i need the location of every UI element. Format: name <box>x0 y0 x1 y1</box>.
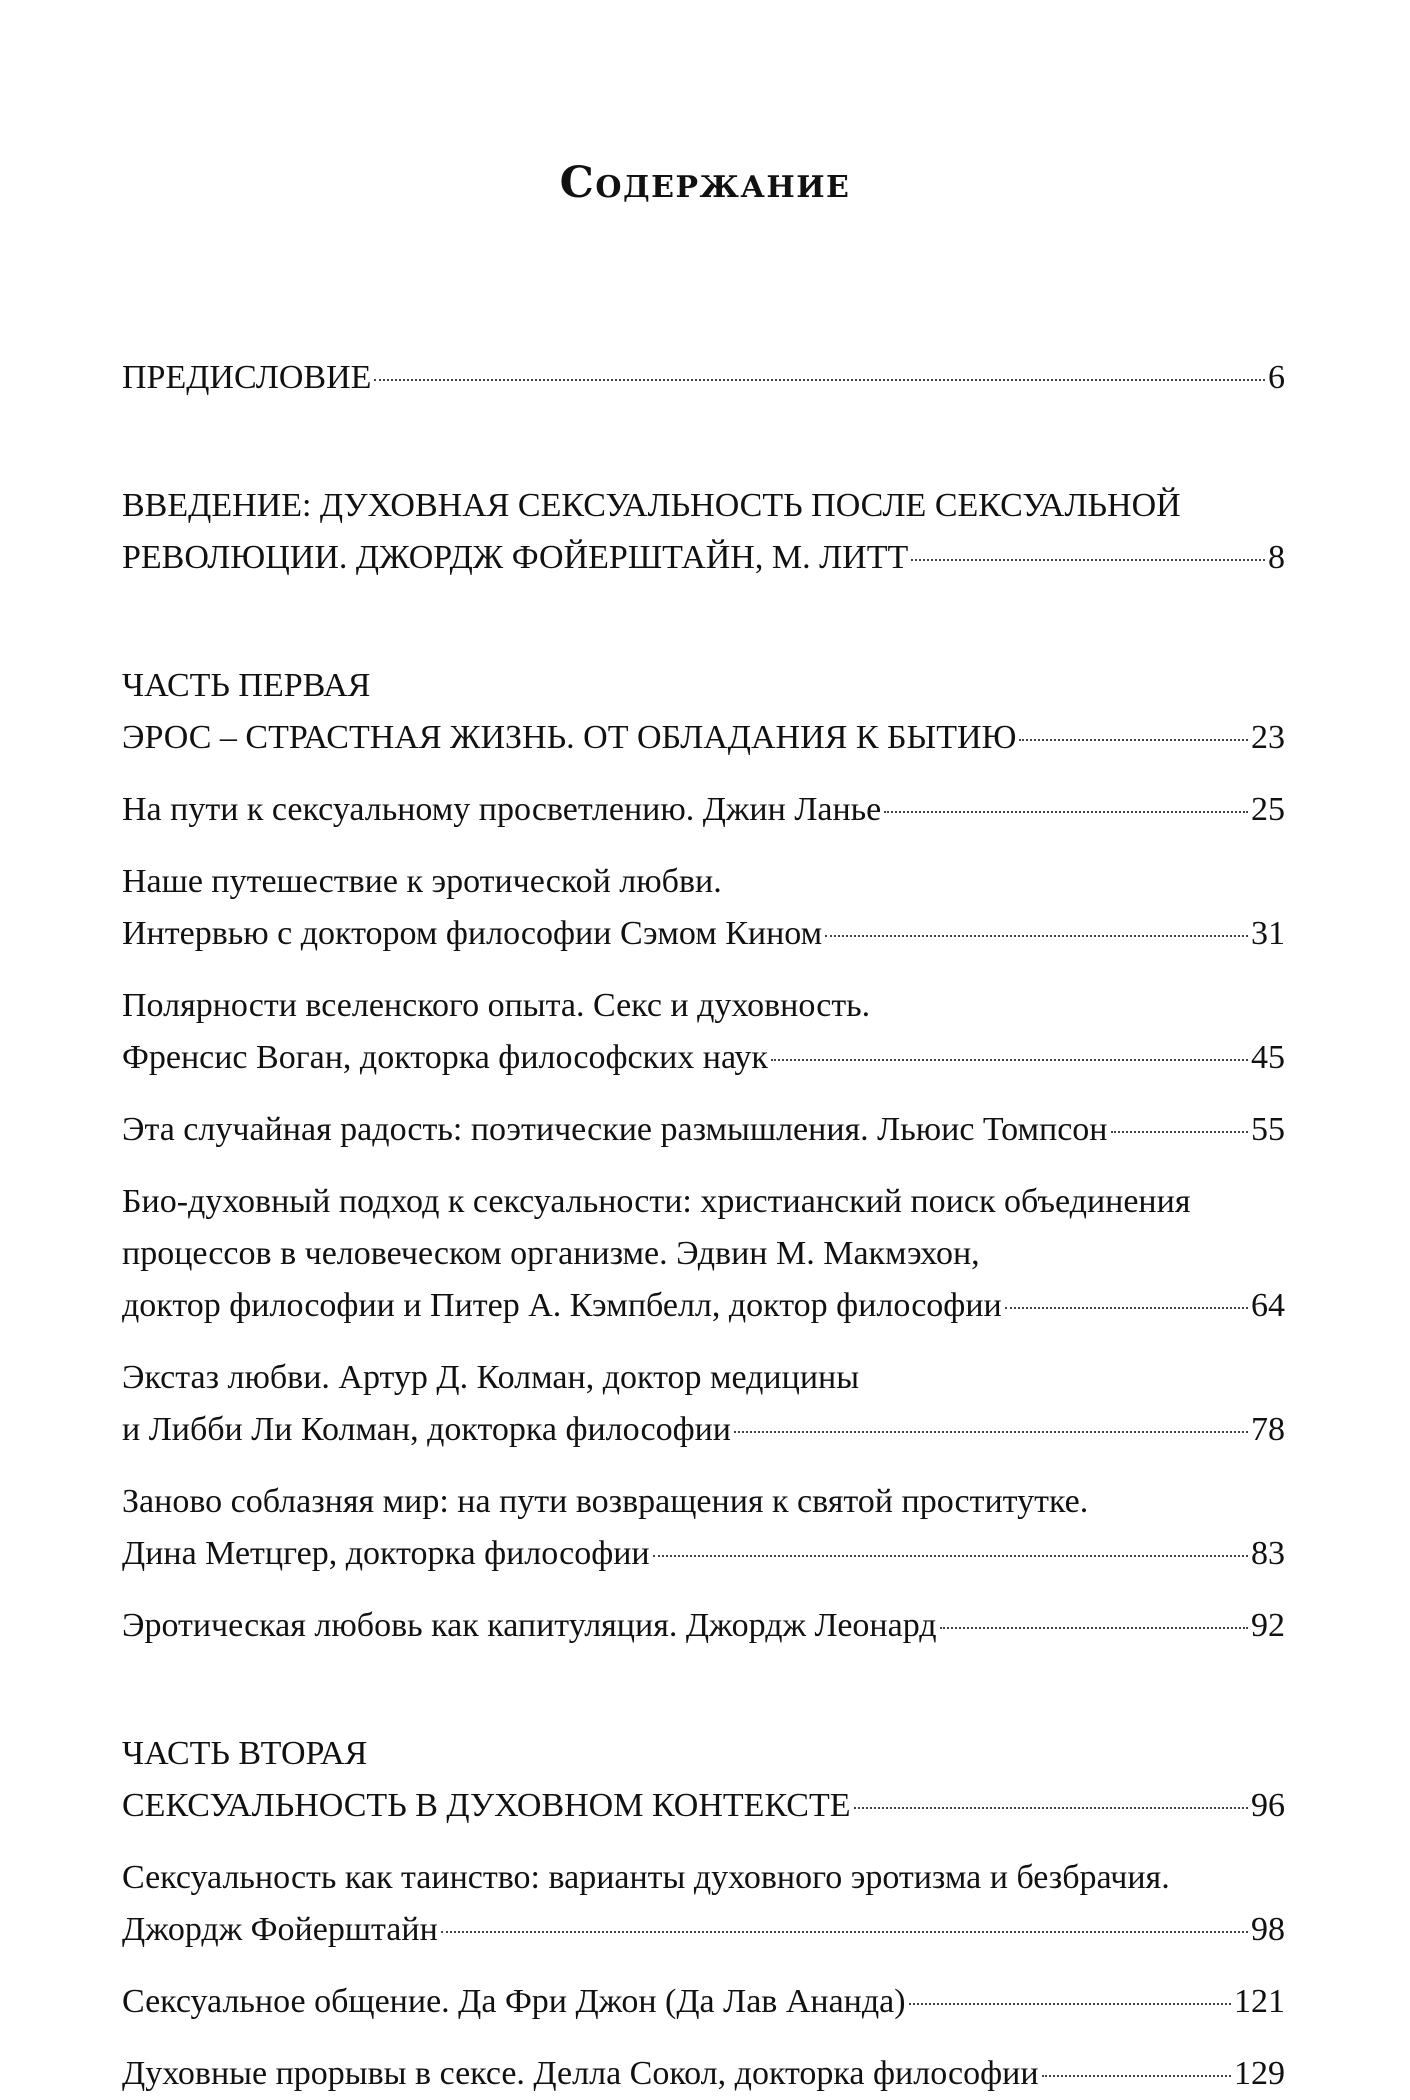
toc-page-number: 92 <box>1251 1607 1285 1644</box>
toc-part-two[interactable] <box>122 1728 1285 1832</box>
toc-page-number: 96 <box>1251 1787 1285 1824</box>
dot-leader <box>909 2003 1231 2005</box>
dot-leader <box>825 935 1248 937</box>
toc-part-heading: ЧАСТЬ ВТОРАЯ <box>122 1735 368 1772</box>
toc-page-number: 6 <box>1268 359 1285 396</box>
toc-entry-introduction[interactable] <box>122 480 1285 584</box>
toc-entry[interactable] <box>122 1600 1285 1652</box>
toc-entry-title-line: Интервью с доктором философии Сэмом Кином <box>122 915 823 952</box>
toc-page-number: 78 <box>1251 1411 1285 1448</box>
toc-page-number: 129 <box>1234 2055 1285 2092</box>
toc-entry[interactable] <box>122 2048 1285 2100</box>
toc-entry[interactable] <box>122 784 1285 836</box>
dot-leader <box>1019 739 1248 741</box>
dot-leader <box>940 1627 1248 1629</box>
toc-entry-title-line: Дина Метцгер, докторка философии <box>122 1535 650 1572</box>
toc-entry-title-line: процессов в человеческом организме. Эдвин М. Макмэхон, <box>122 1235 980 1272</box>
toc-entry-title-line: Полярности вселенского опыта. Секс и духовность. <box>122 987 871 1024</box>
dot-leader <box>911 559 1265 561</box>
toc-entry[interactable] <box>122 1976 1285 2028</box>
toc-entry-title-line: Наше путешествие к эротической любви. <box>122 863 722 900</box>
toc-page-number: 25 <box>1251 791 1285 828</box>
toc-entry-preface[interactable] <box>122 352 1285 404</box>
toc-entry-title-line: доктор философии и Питер А. Кэмпбелл, доктор философии <box>122 1287 1002 1324</box>
toc-entry-title-line: Сексуальность как таинство: варианты духовного эротизма и безбрачия. <box>122 1859 1170 1896</box>
dot-leader <box>441 1931 1248 1933</box>
toc-page-number: 23 <box>1251 719 1285 756</box>
toc-entry[interactable] <box>122 1476 1285 1580</box>
toc-entry-title-line: РЕВОЛЮЦИИ. ДЖОРДЖ ФОЙЕРШТАЙН, М. ЛИТТ <box>122 539 909 576</box>
toc-entry[interactable] <box>122 1352 1285 1456</box>
toc-entry-title: Эротическая любовь как капитуляция. Джордж Леонард <box>122 1607 937 1644</box>
toc-page-number: 98 <box>1251 1911 1285 1948</box>
toc-entry-title: ПРЕДИСЛОВИЕ <box>122 359 372 396</box>
toc-part-title: ЭРОС – СТРАСТНАЯ ЖИЗНЬ. ОТ ОБЛАДАНИЯ К БЫТИЮ <box>122 719 1017 756</box>
dot-leader <box>771 1059 1248 1061</box>
page-title: Содержание <box>559 158 851 208</box>
toc-entry-title-line: и Либби Ли Колман, докторка философии <box>122 1411 731 1448</box>
toc-entry[interactable] <box>122 1104 1285 1156</box>
table-of-contents <box>122 352 1285 2100</box>
toc-entry-title: На пути к сексуальному просветлению. Джин Ланье <box>122 791 882 828</box>
dot-leader <box>653 1555 1248 1557</box>
toc-entry-title-line: Экстаз любви. Артур Д. Колман, доктор медицины <box>122 1359 860 1396</box>
toc-part-heading: ЧАСТЬ ПЕРВАЯ <box>122 667 371 704</box>
toc-entry[interactable] <box>122 1852 1285 1956</box>
dot-leader <box>1042 2075 1231 2077</box>
toc-entry-title: Сексуальное общение. Да Фри Джон (Да Лав Ананда) <box>122 1983 906 2020</box>
toc-entry-title-line: Френсис Воган, докторка философских наук <box>122 1039 768 1076</box>
toc-entry-title: Эта случайная радость: поэтические размышления. Льюис Томпсон <box>122 1111 1108 1148</box>
toc-page-number: 45 <box>1251 1039 1285 1076</box>
dot-leader <box>854 1807 1249 1809</box>
dot-leader <box>1111 1131 1249 1133</box>
toc-part-one[interactable] <box>122 660 1285 764</box>
toc-part-title: СЕКСУАЛЬНОСТЬ В ДУХОВНОМ КОНТЕКСТЕ <box>122 1787 851 1824</box>
toc-entry[interactable] <box>122 856 1285 960</box>
toc-page-number: 83 <box>1251 1535 1285 1572</box>
toc-page-number: 55 <box>1251 1111 1285 1148</box>
toc-page-number: 121 <box>1234 1983 1285 2020</box>
toc-entry-title-line: Джордж Фойерштайн <box>122 1911 438 1948</box>
dot-leader <box>1005 1307 1248 1309</box>
toc-entry-title-line: ВВЕДЕНИЕ: ДУХОВНАЯ СЕКСУАЛЬНОСТЬ ПОСЛЕ СЕКСУАЛЬНОЙ <box>122 487 1181 524</box>
toc-page-number: 8 <box>1268 539 1285 576</box>
toc-page-number: 31 <box>1251 915 1285 952</box>
toc-entry[interactable] <box>122 1176 1285 1332</box>
dot-leader <box>884 811 1248 813</box>
toc-entry[interactable] <box>122 980 1285 1084</box>
toc-entry-title-line: Био-духовный подход к сексуальности: христианский поиск объединения <box>122 1183 1191 1220</box>
toc-page-number: 64 <box>1251 1287 1285 1324</box>
dot-leader <box>374 379 1265 381</box>
dot-leader <box>734 1431 1248 1433</box>
toc-entry-title: Духовные прорывы в сексе. Делла Сокол, докторка философии <box>122 2055 1039 2092</box>
toc-entry-title-line: Заново соблазняя мир: на пути возвращения к святой проститутке. <box>122 1483 1089 1520</box>
